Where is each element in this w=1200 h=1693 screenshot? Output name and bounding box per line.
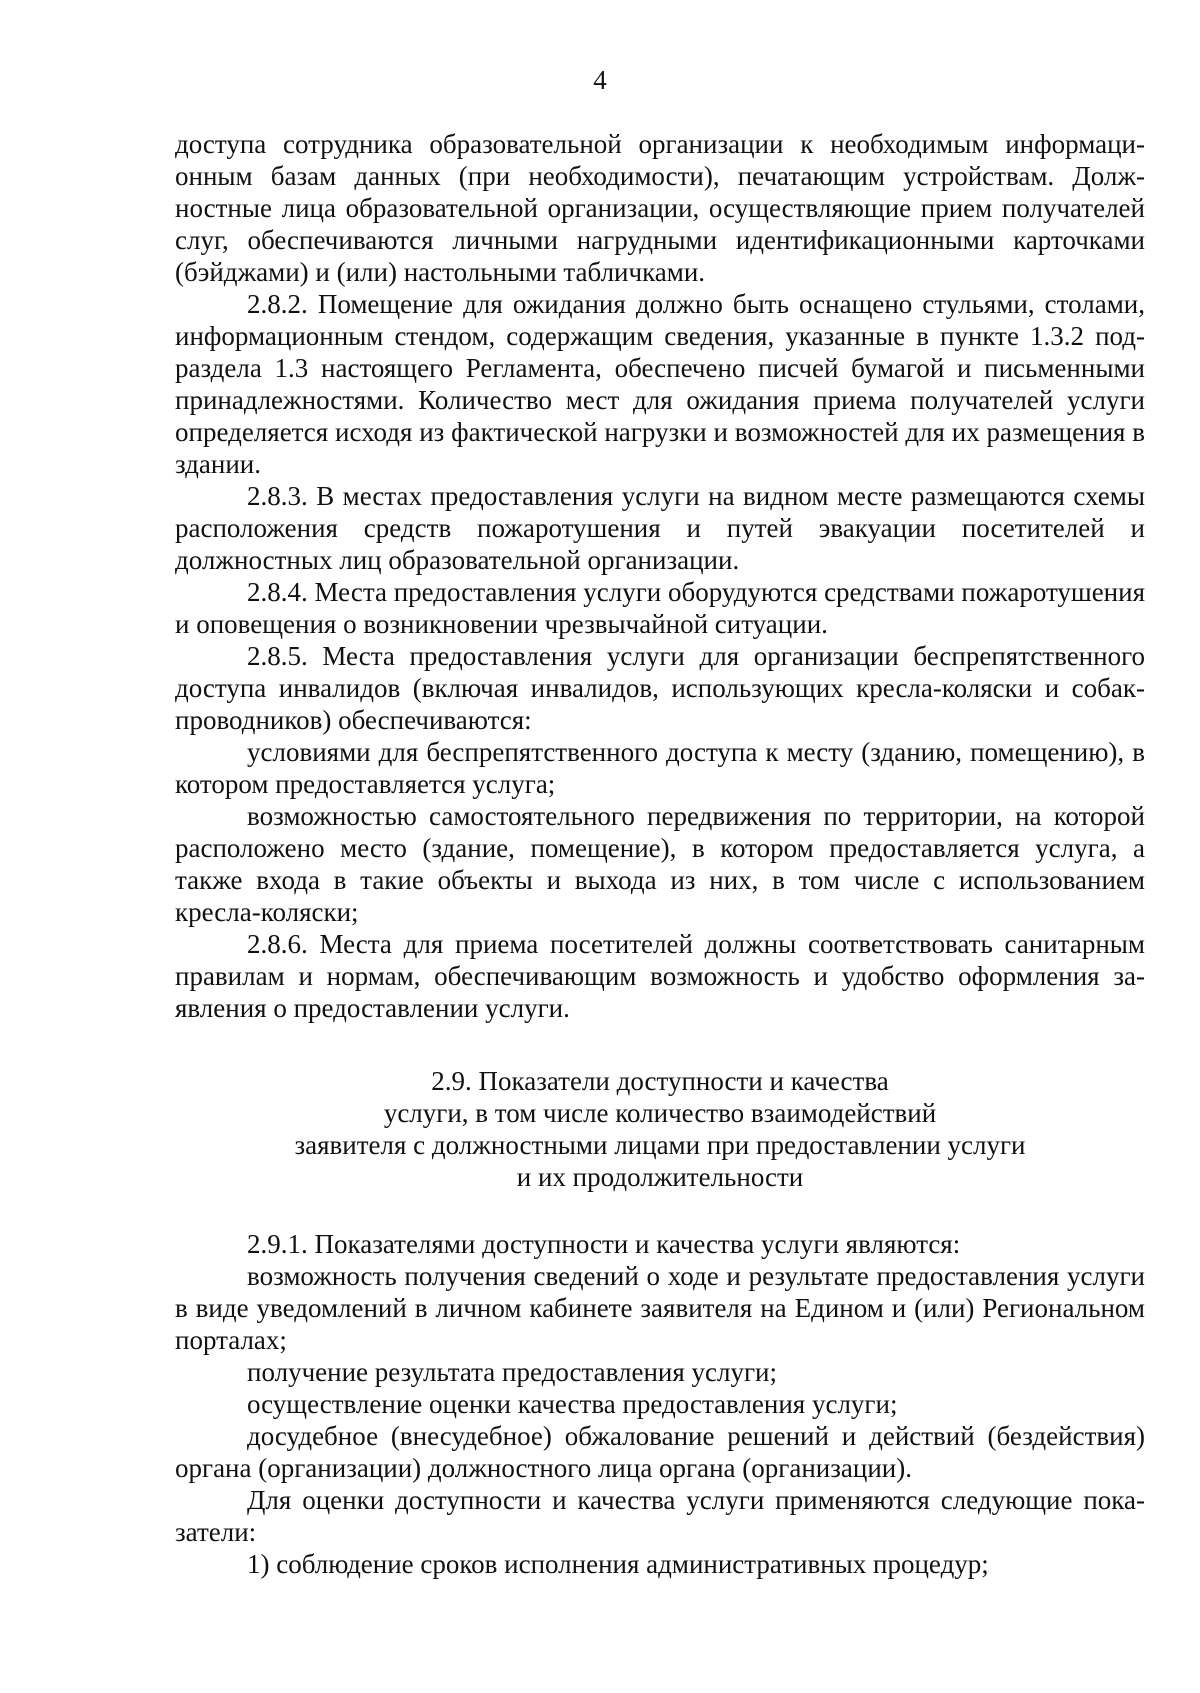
section-heading-line: и их продолжительности	[516, 1162, 804, 1192]
paragraph: 2.8.3. В местах предоставления услуги на видном месте размещаются схемы расположения средств пожаротушения и путей эвакуации посетителей и должностных лиц образовательной организации.	[175, 481, 1145, 575]
document-body	[175, 128, 1145, 1580]
paragraph: возможность получения сведений о ходе и результате предоставления услуги в виде уведомлений в личном кабинете заявителя на Едином и (или) Региональном порталах;	[175, 1261, 1145, 1355]
paragraph: 2.8.6. Места для приема посетителей должны соответствовать санитарным правилам и нормам, обеспечивающим возможность и удобство оформления заявления о предоставлении услуги.	[175, 929, 1145, 1023]
paragraph: досудебное (внесудебное) обжалование решений и действий (бездействия) органа (организации) должностного лица органа (организации).	[175, 1421, 1145, 1483]
paragraph: получение результата предоставления услуги;	[247, 1357, 778, 1387]
paragraph: осуществление оценки качества предоставления услуги;	[247, 1389, 898, 1419]
section-heading	[175, 1065, 1145, 1193]
paragraph: 1) соблюдение сроков исполнения административных процедур;	[247, 1549, 989, 1579]
paragraph: 2.9.1. Показателями доступности и качества услуги являются:	[247, 1229, 961, 1259]
paragraph: 2.8.5. Места предоставления услуги для организации беспрепятственного доступа инвалидов (включая инвалидов, использующих кресла-коляски и собак-проводников) обеспечиваются:	[175, 641, 1145, 735]
paragraph: возможностью самостоятельного передвижения по территории, на которой расположено место (здание, помещение), в котором предоставляется услуга, а также входа в такие объекты и выхода из них, в том числе с использованием кресла-коляски;	[175, 801, 1145, 927]
paragraph: 2.8.4. Места предоставления услуги оборудуются средствами пожаротушения и оповещения о возникновении чрезвычайной ситуации.	[175, 577, 1145, 639]
paragraph: доступа сотрудника образовательной организации к необходимым информационным базам данных (при необходимости), печатающим устройствам. Должностные лица образовательной организации, осуществляющие прием получателей слуг, обеспечиваются личными нагрудными идентификационными карточками (бэйджами) и (или) настольными табличками.	[175, 129, 1145, 287]
section-heading-line: 2.9. Показатели доступности и качества	[431, 1066, 889, 1096]
paragraph: условиями для беспрепятственного доступа к месту (зданию, помещению), в котором предоставляется услуга;	[175, 737, 1145, 799]
paragraph: 2.8.2. Помещение для ожидания должно быть оснащено стульями, столами, информационным стендом, содержащим сведения, указанные в пункте 1.3.2 подраздела 1.3 настоящего Регламента, обеспечено писчей бумагой и письменными принадлежностями. Количество мест для ожидания приема получателей услуги определяется исходя из фактической нагрузки и возможностей для их размещения в здании.	[175, 289, 1145, 479]
section-heading-line: услуги, в том числе количество взаимодействий	[383, 1098, 937, 1128]
paragraph: Для оценки доступности и качества услуги применяются следующие показатели:	[175, 1485, 1145, 1547]
page-number: 4	[593, 65, 607, 95]
section-heading-line: заявителя с должностными лицами при предоставлении услуги	[294, 1130, 1026, 1160]
